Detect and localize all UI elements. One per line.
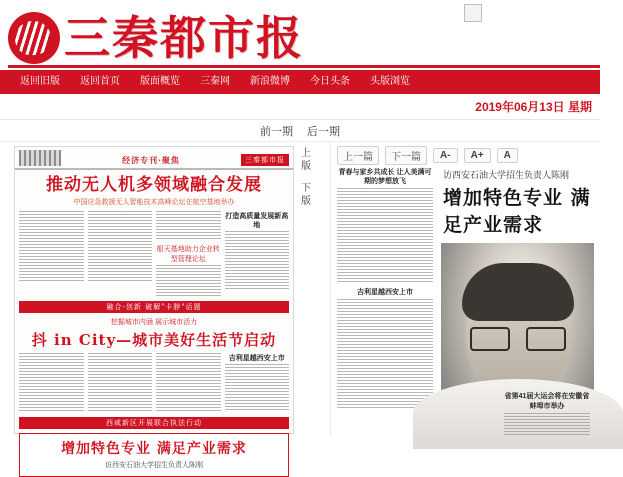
- text-lines: [504, 413, 590, 435]
- date-bar: [0, 94, 600, 120]
- article-toolbar: [337, 144, 594, 168]
- nav-old-version[interactable]: 返回旧版: [20, 76, 60, 87]
- next-article-button[interactable]: 下一篇: [385, 146, 427, 165]
- thumbnail-column: [156, 211, 221, 297]
- text-lines: [337, 188, 433, 284]
- thumbnail-featured-box[interactable]: [19, 433, 289, 477]
- article-side-column: [337, 168, 433, 439]
- thumbnail-subhead-3: 访西安石油大学招生负责人陈刚: [105, 460, 203, 469]
- font-increase-button[interactable]: A+: [464, 148, 491, 163]
- portrait-hair: [462, 263, 574, 321]
- nav-sanqin-net[interactable]: 三秦网: [200, 76, 230, 87]
- article-headline: 增加特色专业 满足产业需求: [443, 187, 591, 236]
- main-navbar: [0, 70, 600, 94]
- nav-home[interactable]: 返回首页: [80, 76, 120, 87]
- text-lines: [156, 353, 221, 413]
- page-thumbnail-pane: [0, 142, 330, 469]
- thumbnail-header: [15, 147, 293, 170]
- thumbnail-headline-3[interactable]: 增加特色专业 满足产业需求: [61, 440, 247, 457]
- nav-front-page[interactable]: 头版浏览: [370, 76, 410, 87]
- article-main-column: [441, 168, 594, 439]
- text-lines: [156, 265, 221, 297]
- thumbnail-column: [225, 211, 290, 297]
- text-lines: [88, 353, 153, 413]
- thumbnail-banner-1: 船天基地助力企业转型管理论坛: [156, 244, 220, 263]
- article-pane: [330, 142, 600, 435]
- thumbnail-headline-1[interactable]: 推动无人机多领域融合发展: [46, 175, 262, 195]
- thumbnail-brand: 三秦都市报: [241, 154, 289, 166]
- issue-date: 2019年06月13日 星期: [475, 100, 592, 114]
- text-lines: [156, 211, 221, 241]
- thumbnail-section-label: 挖掘城市内涵 展示城市活力: [110, 317, 198, 326]
- thumbnail-columns-mid: [15, 353, 293, 413]
- placeholder-thumb-icon: [464, 4, 482, 22]
- page-up-button[interactable]: 上版: [301, 148, 311, 172]
- issue-nav: [0, 120, 600, 142]
- thumbnail-columns-top: [15, 211, 293, 297]
- masthead: [0, 0, 600, 70]
- nav-toutiao[interactable]: 今日头条: [310, 76, 350, 87]
- glasses-icon: [470, 327, 566, 347]
- article-side-title: 青春与家乡共成长 让人美满可期的梦想放飞: [338, 169, 432, 186]
- article-side-subtitle: 吉利星越西安上市: [357, 289, 413, 297]
- font-decrease-button[interactable]: A-: [433, 148, 458, 163]
- font-default-button[interactable]: A: [497, 148, 518, 163]
- thumbnail-column: [88, 353, 153, 413]
- prev-article-button[interactable]: 上一篇: [337, 146, 379, 165]
- text-lines: [19, 211, 84, 283]
- thumbnail-section: 经济专刊·聚焦: [122, 155, 180, 165]
- article-side-note-title: 省第41届大运会将在安徽省蚌埠市举办: [504, 393, 590, 410]
- page-title: 三秦都市报: [64, 11, 304, 65]
- page-down-button[interactable]: 下版: [301, 183, 311, 207]
- text-lines: [225, 364, 290, 410]
- thumbnail-column: [225, 353, 290, 413]
- text-lines: [225, 231, 290, 289]
- thumbnail-headline-2[interactable]: 抖 in City—城市美好生活节启动: [31, 330, 277, 349]
- thumbnail-column-title-2: 吉利星越西安上市: [228, 352, 285, 362]
- newspaper-page-thumbnail[interactable]: [14, 146, 294, 469]
- thumbnail-column: [156, 353, 221, 413]
- thumbnail-column: [19, 353, 84, 413]
- article-kicker: 访西安石油大学招生负责人陈刚: [443, 170, 570, 180]
- next-issue-link[interactable]: 后一期: [307, 125, 340, 138]
- main-content: [0, 142, 600, 469]
- masthead-divider: [8, 65, 600, 68]
- thumbnail-column: [88, 211, 153, 297]
- nav-weibo[interactable]: 新浪微博: [250, 76, 290, 87]
- prev-issue-link[interactable]: 前一期: [260, 125, 293, 138]
- article-side-note: [504, 391, 590, 435]
- thumbnail-banner-2: 西咸新区开展联合执法行动: [19, 417, 289, 429]
- text-lines: [88, 211, 153, 283]
- masthead-stripes-icon: [19, 150, 61, 166]
- thumbnail-subhead-1: 中国应急救援无人智能技术高峰论坛在航空基地举办: [73, 197, 235, 206]
- thumbnail-column: [19, 211, 84, 297]
- text-lines: [337, 299, 433, 409]
- nav-page-overview[interactable]: 版面概览: [140, 76, 180, 87]
- article-body: [337, 168, 594, 439]
- page-side-buttons: [298, 148, 314, 218]
- text-lines: [19, 353, 84, 413]
- thumbnail-divider-label: 融合-创新 破解"卡脖"话题: [19, 301, 289, 313]
- thumbnail-column-title-1: 打造高质量发展新高地: [225, 210, 289, 229]
- ribbon-logo-icon: [8, 12, 60, 64]
